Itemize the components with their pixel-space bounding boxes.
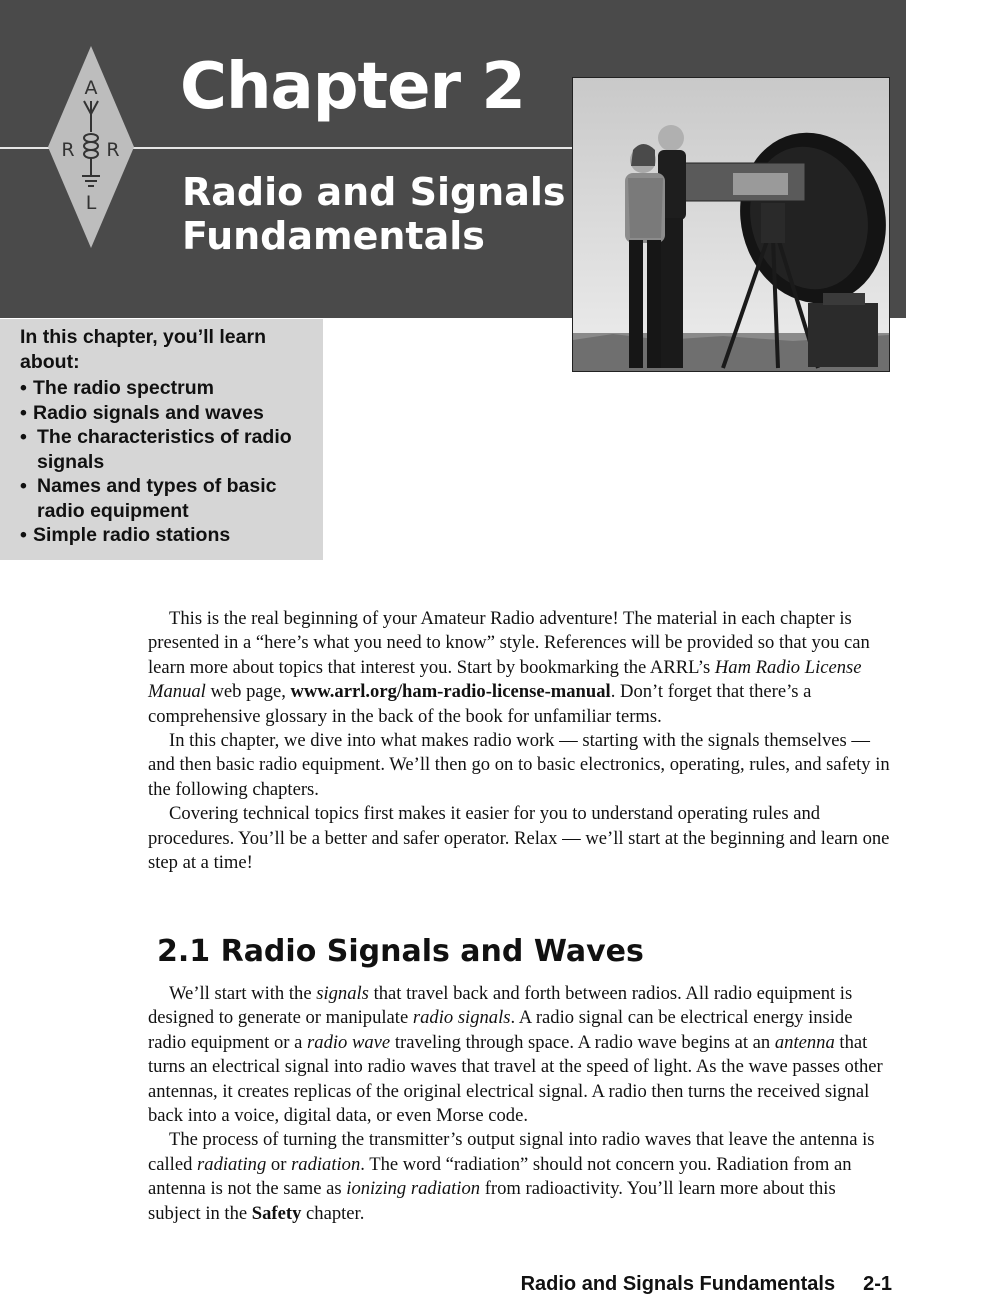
term-italic: radio signals — [412, 1007, 511, 1029]
section-paragraph-1 — [148, 982, 890, 1128]
intro-text — [148, 607, 890, 875]
list-item — [20, 376, 320, 401]
objective-text: Names and types of basic radio equipment — [37, 475, 277, 522]
intro-paragraph-1 — [148, 607, 890, 729]
page-footer — [521, 1273, 892, 1296]
text-run: that turns an electrical signal into radio waves that travel at the speed of light. As the wave passes other antennas, it creates replicas of the original electrical signal. A radio then turns the received signal back into a voice, digital data, or even Morse code. — [148, 1031, 883, 1127]
section-paragraph-2 — [148, 1128, 890, 1226]
book-title: Ham Radio License Manual — [148, 656, 862, 703]
term-italic: radio wave — [307, 1031, 391, 1053]
couple-with-dish-antenna-photo — [573, 78, 889, 371]
bullet-icon: • — [20, 426, 27, 448]
section-heading: 2.1 Radio Signals and Waves — [157, 934, 644, 969]
text-run: . The word “radiation” should not concern you. Radiation from an antenna is not the same as — [148, 1153, 852, 1200]
list-item — [20, 401, 320, 426]
text-run: . Don’t forget that there’s a comprehensive glossary in the back of the book for unfamiliar terms. — [148, 681, 812, 727]
chapter-reference: Safety — [251, 1202, 302, 1224]
text-run: web page, — [205, 681, 291, 703]
list-item — [20, 425, 320, 474]
bullet-icon: • — [20, 475, 27, 497]
text-run: . A radio signal can be electrical energy inside radio equipment or a — [148, 1007, 853, 1053]
text-run: We’ll start with the — [169, 983, 317, 1004]
bullet-icon: • — [20, 524, 27, 546]
chapter-photo — [572, 77, 890, 372]
chapter-subtitle-line-1: Radio and Signals — [182, 170, 566, 214]
footer-title: Radio and Signals Fundamentals — [520, 1273, 836, 1295]
objective-text: Simple radio stations — [33, 524, 231, 546]
logo-letter-r-left: R — [61, 139, 75, 161]
intro-paragraph-3: Covering technical topics first makes it easier for you to understand operating rules and procedures. You’ll be a better and safer operator. Relax — we’ll start at the beginning and learn one step at a time! — [148, 803, 890, 874]
objectives-list — [20, 376, 320, 548]
text-run: This is the real beginning of your Amateur Radio adventure! The material in each chapter is presented in a “here’s what you need to know” style. References will be provided so that you can learn more about topics that interest you. Start by bookmarking the ARRL’s — [148, 608, 870, 678]
logo-letter-a: A — [84, 77, 98, 99]
list-item — [20, 474, 320, 523]
text-run: The process of turning the transmitter’s output signal into radio waves that leave the antenna is called — [148, 1129, 875, 1175]
chapter-subtitle — [182, 170, 566, 258]
text-run: from radioactivity. You’ll learn more about this subject in the — [148, 1178, 836, 1224]
term-italic: antenna — [774, 1031, 835, 1053]
page-number: 2-1 — [863, 1273, 892, 1295]
text-run: chapter. — [301, 1202, 365, 1224]
chapter-objectives-box — [0, 319, 323, 560]
web-address: www.arrl.org/ham-radio-license-manual — [290, 681, 611, 703]
text-run: that travel back and forth between radios. All radio equipment is designed to generate or manipulate — [148, 983, 853, 1029]
term-italic: signals — [316, 983, 369, 1004]
logo-letter-l: L — [85, 192, 97, 214]
term-italic: radiation — [291, 1153, 361, 1175]
list-item — [20, 523, 320, 548]
text-run: or — [266, 1153, 292, 1175]
bullet-icon: • — [20, 377, 27, 399]
objectives-heading: In this chapter, you’ll learn about: — [20, 326, 266, 373]
arrl-diamond-logo — [46, 46, 136, 248]
term-italic: radiating — [197, 1153, 267, 1175]
objective-text: Radio signals and waves — [33, 401, 264, 424]
bullet-icon: • — [20, 401, 27, 424]
text-run: traveling through space. A radio wave begins at an — [390, 1031, 775, 1053]
chapter-number-title: Chapter 2 — [180, 50, 525, 124]
term-italic: ionizing radiation — [346, 1178, 481, 1200]
section-text — [148, 982, 890, 1226]
objective-text: The radio spectrum — [33, 377, 214, 399]
chapter-subtitle-line-2: Fundamentals — [182, 214, 485, 258]
intro-paragraph-2: In this chapter, we dive into what makes radio work — starting with the signals themselves — and then basic radio equipment. We’ll then go on to basic electronics, operating, rules, and safety in the following chapters. — [148, 730, 890, 800]
objective-text: The characteristics of radio signals — [37, 426, 292, 473]
logo-letter-r-right: R — [106, 139, 120, 161]
